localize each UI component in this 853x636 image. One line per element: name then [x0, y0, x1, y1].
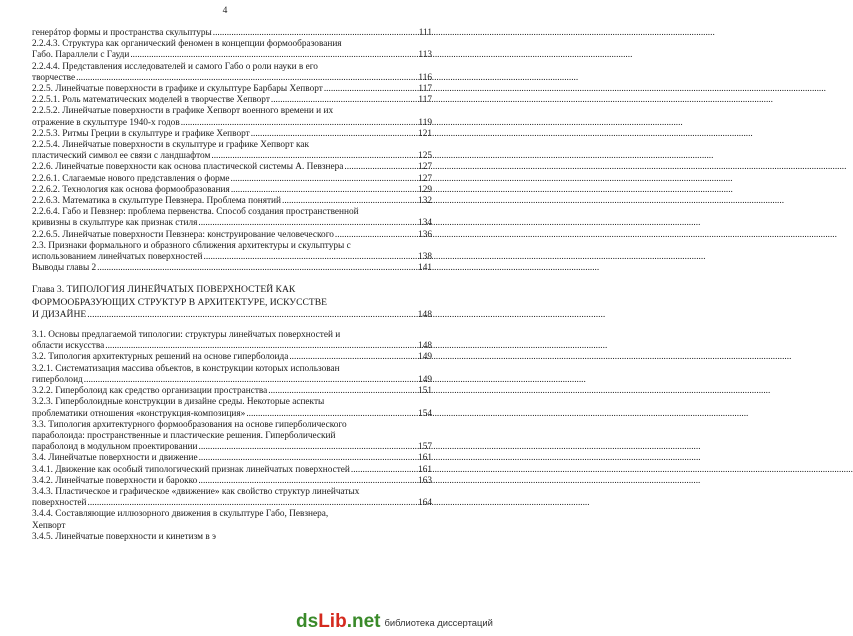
toc-page-number: 136 — [418, 229, 432, 240]
toc-entry — [32, 241, 432, 263]
toc-entry — [32, 162, 432, 173]
toc-entry — [32, 39, 432, 61]
toc-entry-line — [32, 230, 432, 241]
toc-entry-text: 3.4.3. Пластическое и графическое «движение» как свойство структур линейчатых — [32, 486, 360, 497]
toc-entry-text: кривизны в скульптуре как признак стиля — [32, 218, 198, 229]
toc-entry — [32, 62, 432, 84]
toc-page-number: 117 — [418, 84, 432, 95]
toc-entry-text: 3.4.4. Составляющие иллюзорного движения в скульптуре Габо, Певзнера, — [32, 509, 329, 520]
toc-page-number: 151 — [418, 386, 432, 397]
toc-page-number: 117 — [418, 95, 432, 106]
toc-entry — [32, 230, 432, 241]
toc-entry — [32, 28, 432, 39]
toc-entry-text: 3.3. Типология архитектурного формообразования на основе гиперболического — [32, 419, 347, 430]
toc-page-number: 119 — [418, 117, 432, 128]
toc-page-number: 161 — [418, 453, 432, 464]
leader-dots — [204, 252, 418, 263]
toc-entry — [32, 364, 432, 386]
leader-dots — [198, 218, 417, 229]
toc-entry — [32, 263, 432, 274]
leader-dots — [268, 386, 417, 397]
toc-entry-text: Выводы главы 2 — [32, 263, 97, 274]
toc-entry-line — [32, 352, 432, 363]
toc-entry — [32, 386, 432, 397]
toc-entry-text: 2.2.6.1. Слагаемые нового представления о форме — [32, 173, 230, 184]
toc-entry-text: 2.2.4.4. Представления исследователей и самого Габо о роли науки в его — [32, 61, 318, 72]
toc-page-number: 134 — [418, 218, 432, 229]
toc-entry-text: 3.2.3. Гиперболоидные конструкции в дизайне среды. Некоторые аспекты — [32, 397, 325, 408]
toc-entry — [32, 174, 432, 185]
toc-page-number: 132 — [418, 196, 432, 207]
toc-page-number: 129 — [418, 184, 432, 195]
toc-entry-text: использованием линейчатых поверхностей — [32, 252, 203, 263]
toc-entry — [32, 453, 432, 464]
toc-entry-text: гиперболоид — [32, 374, 83, 385]
toc-page-number: 161 — [418, 464, 432, 475]
toc-page-number: 113 — [418, 50, 432, 61]
leader-dots — [181, 118, 417, 129]
toc-entry-line — [32, 465, 432, 476]
toc-entry — [32, 106, 432, 128]
leader-dots — [97, 263, 417, 274]
toc-entry-line — [32, 73, 432, 84]
toc-entry-line — [32, 498, 432, 509]
toc-entry-text: 2.2.6.4. Габо и Певзнер: проблема первенства. Способ создания пространственной — [32, 207, 359, 218]
toc-entry — [32, 196, 432, 207]
toc-entry-line — [32, 196, 432, 207]
toc-entry-line — [32, 263, 432, 274]
toc-entry-line — [32, 442, 432, 453]
toc-entry-line — [32, 95, 432, 106]
logo-part-ds: ds — [296, 611, 319, 632]
toc-entry-text: Хепворт — [32, 520, 66, 531]
toc-entry-text: 3.2.1. Систематизация массива объектов, в конструкции которых использован — [32, 363, 340, 374]
toc-entry-line — [32, 129, 432, 140]
toc-page-number: 149 — [418, 352, 432, 363]
toc-page-number: 148 — [417, 308, 432, 320]
toc-entry-line — [32, 84, 432, 95]
leader-dots — [199, 453, 417, 464]
chapter-3-heading-line-2: ФОРМООБРАЗУЮЩИХ СТРУКТУР В АРХИТЕКТУРЕ, ИСКУССТВЕ — [32, 296, 327, 308]
table-of-contents — [32, 28, 432, 543]
leader-dots — [213, 28, 417, 39]
logo-part-lib: Lib — [318, 611, 347, 632]
toc-entry-text: отражение в скульптуре 1940-х годов — [32, 117, 180, 128]
toc-entry-line — [32, 409, 432, 420]
leader-dots — [105, 341, 417, 352]
toc-page-number: 111 — [418, 28, 432, 38]
leader-dots — [198, 476, 417, 487]
toc-entry-text: 3.1. Основы предлагаемой типологии: структуры линейчатых поверхностей и — [32, 330, 341, 341]
toc-entry-line — [32, 341, 432, 352]
leader-dots — [211, 151, 417, 162]
toc-entry-line — [32, 174, 432, 185]
toc-entry-line — [32, 28, 432, 39]
toc-entry — [32, 140, 432, 162]
toc-entry — [32, 420, 432, 454]
toc-entry-line — [32, 151, 432, 162]
toc-entry-text: 2.2.5. Линейчатые поверхности в графике и скульптуре Барбары Хепворт — [32, 84, 323, 95]
toc-entry-text: 2.2.4.3. Структура как органический феномен в концепции формообразования — [32, 39, 342, 50]
toc-page-number: 138 — [418, 252, 432, 263]
toc-entry — [32, 465, 432, 476]
toc-entry-text: 2.2.5.2. Линейчатые поверхности в графике Хепворт военного времени и их — [32, 106, 334, 117]
leader-dots — [199, 442, 418, 453]
toc-page-number: 148 — [418, 341, 432, 352]
toc-page-number: 127 — [418, 173, 432, 184]
toc-section-chapter-3 — [32, 330, 432, 543]
toc-entry-text: параболоида: пространственные и пластические решения. Гиперболический — [32, 430, 336, 441]
toc-entry — [32, 397, 432, 419]
toc-entry — [32, 95, 432, 106]
leader-dots — [251, 129, 417, 140]
leader-dots — [231, 174, 417, 185]
toc-entry-text: пластический символ ее связи с ландшафтом — [32, 151, 211, 162]
toc-entry — [32, 207, 432, 229]
leader-dots — [289, 352, 417, 363]
toc-entry — [32, 129, 432, 140]
toc-entry-text: 3.4.2. Линейчатые поверхности и барокко — [32, 475, 198, 486]
chapter-3-heading-line-1: Глава 3. ТИПОЛОГИЯ ЛИНЕЙЧАТЫХ ПОВЕРХНОСТЕЙ КАК — [32, 284, 296, 296]
leader-dots — [335, 230, 417, 241]
toc-entry-line — [32, 218, 432, 229]
toc-entry-line — [32, 162, 432, 173]
leader-dots — [76, 73, 417, 84]
toc-entry-text: параболоид в модульном проектировании — [32, 442, 198, 453]
spacer — [32, 274, 432, 284]
toc-page-number: 121 — [418, 128, 432, 139]
toc-page-number: 116 — [418, 72, 432, 83]
toc-entry-line — [32, 252, 432, 263]
toc-page-number: 125 — [418, 151, 432, 162]
leader-dots — [87, 309, 416, 321]
leader-dots — [231, 185, 417, 196]
leader-dots — [271, 95, 417, 106]
toc-entry — [32, 476, 432, 487]
toc-entry-text: 3.4.1. Движение как особый типологический признак линейчатых поверхностей — [32, 464, 350, 475]
toc-entry — [32, 352, 432, 363]
toc-entry-text: Габо. Параллели с Гауди — [32, 50, 130, 61]
toc-entry-text: генерáтор формы и пространства скульптуры — [32, 28, 212, 38]
toc-entry-text: 2.2.5.1. Роль математических моделей в творчестве Хепворт — [32, 95, 270, 106]
toc-entry — [32, 532, 432, 543]
toc-entry-line — [32, 476, 432, 487]
toc-entry-text: 3.4. Линейчатые поверхности и движение — [32, 453, 198, 464]
toc-entry-line — [32, 521, 432, 532]
dslib-logo-mark — [296, 612, 380, 632]
toc-page-number: 154 — [418, 408, 432, 419]
toc-entry-text: 2.2.5.3. Ритмы Греции в скульптуре и графике Хепворт — [32, 128, 250, 139]
chapter-3-heading — [32, 284, 432, 321]
toc-entry-text: 2.2.6.5. Линейчатые поверхности Певзнера: конструирование человеческого — [32, 229, 334, 240]
toc-entry-text: проблематики отношения «конструкция-композиция» — [32, 408, 246, 419]
toc-page-number: 149 — [418, 374, 432, 385]
chapter-3-heading-line-3 — [32, 309, 432, 321]
toc-page-number: 141 — [418, 263, 432, 274]
toc-entry — [32, 487, 432, 509]
leader-dots — [130, 50, 417, 61]
toc-entry-text: 2.2.5.4. Линейчатые поверхности в скульптуре и графике Хепворт как — [32, 140, 309, 151]
page-number: 4 — [222, 6, 228, 16]
toc-entry-text: И ДИЗАЙНЕ — [32, 308, 87, 320]
toc-entry-text: 2.2.6. Линейчатые поверхности как основа пластической системы А. Певзнера — [32, 162, 344, 173]
toc-entry-line — [32, 50, 432, 61]
leader-dots — [351, 465, 417, 476]
toc-section-chapter-2 — [32, 28, 432, 274]
leader-dots — [84, 375, 417, 386]
toc-page-number: 163 — [418, 475, 432, 486]
toc-entry-text: 3.2.2. Гиперболоид как средство организации пространства — [32, 386, 268, 397]
toc-entry-line — [32, 386, 432, 397]
leader-dots — [282, 196, 417, 207]
toc-entry — [32, 185, 432, 196]
leader-dots — [246, 409, 417, 420]
toc-entry-text: 2.2.6.3. Математика в скульптуре Певзнера. Проблема понятий — [32, 196, 281, 207]
toc-entry-text: области искусства — [32, 341, 105, 352]
toc-page-number: 157 — [418, 442, 432, 453]
leader-dots — [88, 498, 417, 509]
toc-entry-text: творчестве — [32, 72, 76, 83]
spacer — [32, 321, 432, 330]
toc-entry-line — [32, 453, 432, 464]
toc-entry-line — [32, 532, 432, 543]
toc-entry-text: поверхностей — [32, 498, 87, 509]
toc-entry-line — [32, 185, 432, 196]
dslib-logo-subtitle: библиотека диссертаций — [384, 616, 493, 628]
toc-page-number: 127 — [418, 162, 432, 173]
toc-page-number: 164 — [418, 498, 432, 509]
logo-part-net: .net — [346, 611, 381, 632]
dslib-watermark-logo — [296, 610, 493, 634]
toc-entry-line — [32, 118, 432, 129]
toc-entry-line — [32, 375, 432, 386]
toc-entry — [32, 330, 432, 352]
leader-dots — [344, 162, 417, 173]
toc-entry-text: 3.4.5. Линейчатые поверхности и кинетизм в э — [32, 531, 217, 542]
toc-entry — [32, 84, 432, 95]
toc-entry-text: 2.3. Признаки формального и образного сближения архитектуры и скульптуры с — [32, 240, 351, 251]
toc-entry-text: 2.2.6.2. Технология как основа формообразования — [32, 184, 230, 195]
toc-entry-text: 3.2. Типология архитектурных решений на основе гиперболоида — [32, 352, 289, 363]
leader-dots — [324, 84, 417, 95]
toc-entry — [32, 509, 432, 531]
